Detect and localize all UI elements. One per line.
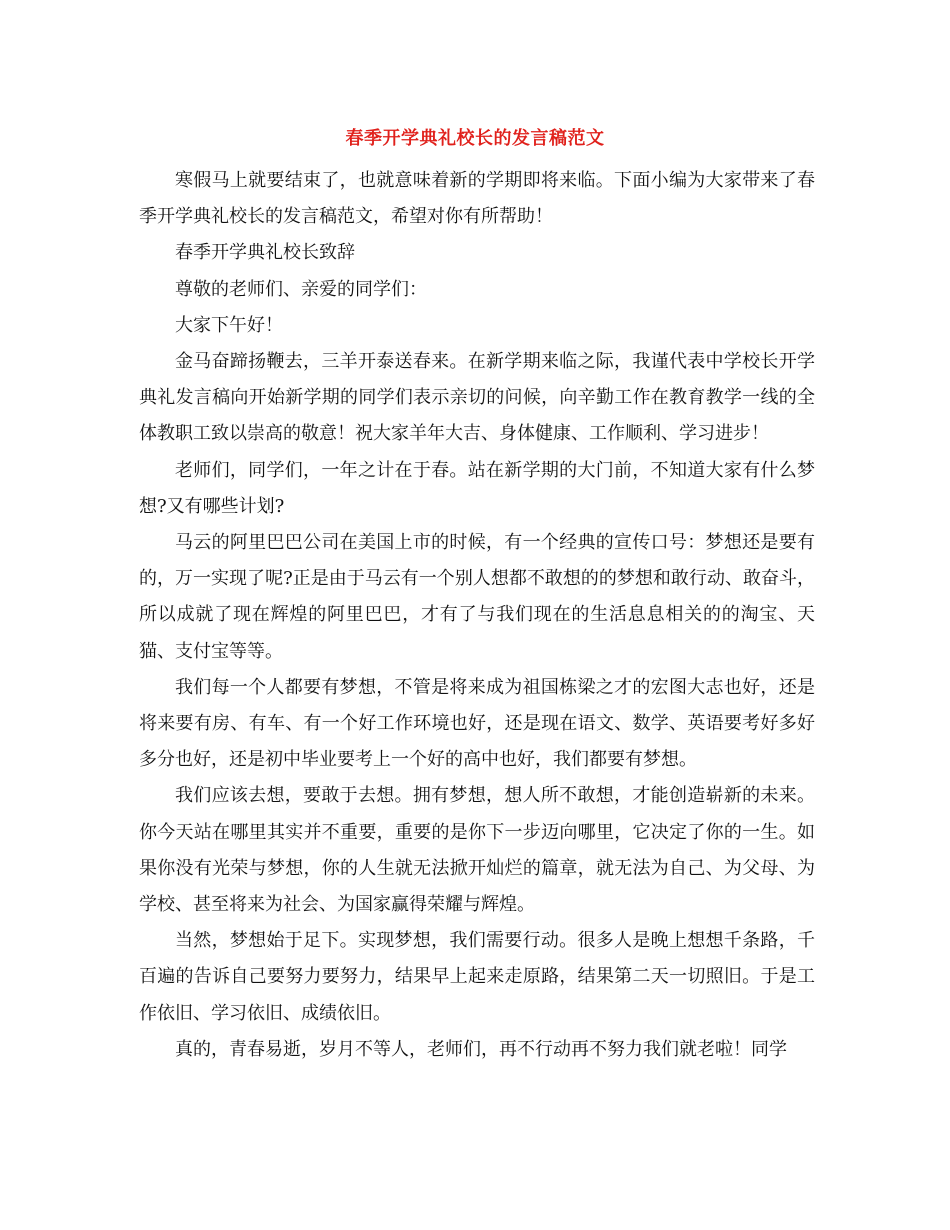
document-body	[139, 163, 815, 1068]
paragraph-youth: 真的，青春易逝，岁月不等人，老师们，再不行动再不努力我们就老啦！同学	[175, 1038, 787, 1060]
paragraph-jack-ma: 马云的阿里巴巴公司在美国上市的时候，有一个经典的宣传口号：梦想还是要有的，万一实现了呢?正是由于马云有一个别人想都不敢想的的梦想和敢行动、敢奋斗，所以成就了现在辉煌的阿里巴巴，才有了与我们现在的生活息息相关的的淘宝、天猫、支付宝等等。	[139, 532, 815, 662]
paragraph-intro: 寒假马上就要结束了，也就意味着新的学期即将来临。下面小编为大家带来了春季开学典礼校长的发言稿范文，希望对你有所帮助！	[139, 170, 815, 228]
paragraph-dare-to-dream: 我们应该去想，要敢于去想。拥有梦想，想人所不敢想，才能创造崭新的未来。你今天站在哪里其实并不重要，重要的是你下一步迈向哪里，它决定了你的一生。如果你没有光荣与梦想，你的人生就无法掀开灿烂的篇章，就无法为自己、为父母、为学校、甚至将来为社会、为国家赢得荣耀与辉煌。	[139, 785, 815, 916]
paragraph-new-year-wishes: 金马奋蹄扬鞭去，三羊开泰送春来。在新学期来临之际，我谨代表中学校长开学典礼发言稿向开始新学期的同学们表示亲切的问候，向辛勤工作在教育教学一线的全体教职工致以崇高的敬意！祝大家羊年大吉、身体健康、工作顺利、学习进步！	[139, 351, 815, 445]
paragraph-spring-plans: 老师们，同学们，一年之计在于春。站在新学期的大门前，不知道大家有什么梦想?又有哪些计划?	[139, 459, 815, 517]
paragraph-everyone-dreams: 我们每一个人都要有梦想，不管是将来成为祖国栋梁之才的宏图大志也好，还是将来要有房、有车、有一个好工作环境也好，还是现在语文、数学、英语要考好多好多分也好，还是初中毕业要考上一个好的高中也好，我们都要有梦想。	[139, 676, 815, 771]
paragraph-salutation: 尊敬的老师们、亲爱的同学们：	[175, 278, 427, 300]
paragraph-take-action: 当然，梦想始于足下。实现梦想，我们需要行动。很多人是晚上想想千条路，千百遍的告诉自己要努力要努力，结果早上起来走原路，结果第二天一切照旧。于是工作依旧、学习依旧、成绩依旧。	[139, 930, 815, 1024]
document-title: 春季开学典礼校长的发言稿范文	[345, 128, 605, 149]
paragraph-greeting: 大家下午好！	[175, 314, 283, 336]
paragraph-speech-heading: 春季开学典礼校长致辞	[175, 242, 355, 264]
